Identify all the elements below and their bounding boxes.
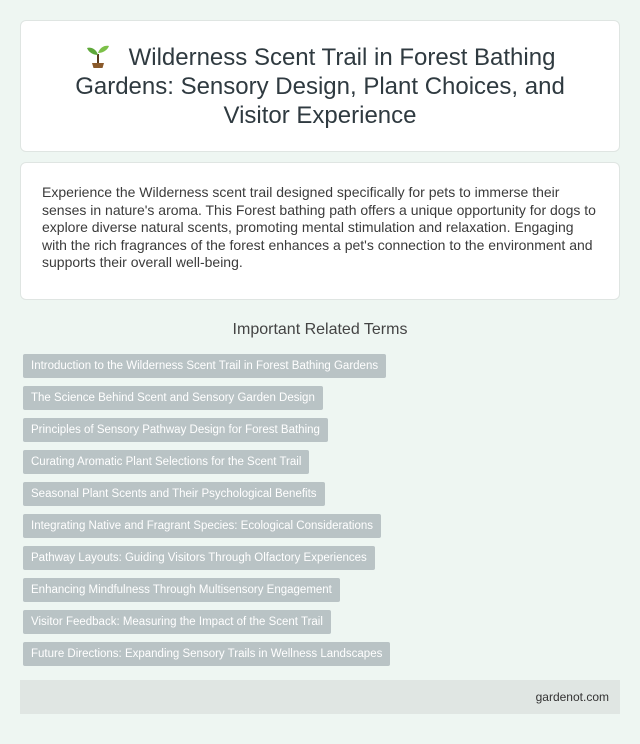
related-terms-heading: Important Related Terms [232, 321, 408, 338]
related-term-link[interactable]: Visitor Feedback: Measuring the Impact of the Scent Trail [23, 610, 331, 634]
related-term-link[interactable]: Enhancing Mindfulness Through Multisensory Engagement [23, 578, 340, 602]
footer-site-link[interactable]: gardenot.com [535, 690, 609, 704]
related-term-link[interactable]: Curating Aromatic Plant Selections for the Scent Trail [23, 450, 309, 474]
related-terms-list [23, 354, 617, 674]
page-title-text: Wilderness Scent Trail in Forest Bathing Gardens: Sensory Design, Plant Choices, and Visitor Experience [75, 44, 565, 129]
related-term-link[interactable]: Future Directions: Expanding Sensory Trails in Wellness Landscapes [23, 642, 390, 666]
description-text: Experience the Wilderness scent trail designed specifically for pets to immerse their senses in nature's aroma. This Forest bathing path offers a unique opportunity for dogs to explore diverse natural scents, promoting mental stimulation and relaxation. Engaging with the rich fragrances of the forest enhances a pet's connection to the environment and supports their overall well-being. [42, 184, 596, 271]
description-card [20, 162, 620, 300]
related-term-link[interactable]: The Science Behind Scent and Sensory Garden Design [23, 386, 323, 410]
sprout-icon [85, 42, 111, 68]
related-term-link[interactable]: Pathway Layouts: Guiding Visitors Through Olfactory Experiences [23, 546, 375, 570]
page-title [45, 42, 595, 130]
related-term-link[interactable]: Integrating Native and Fragrant Species: Ecological Considerations [23, 514, 381, 538]
footer [20, 680, 620, 714]
related-term-link[interactable]: Introduction to the Wilderness Scent Trail in Forest Bathing Gardens [23, 354, 386, 378]
related-term-link[interactable]: Principles of Sensory Pathway Design for Forest Bathing [23, 418, 328, 442]
related-term-link[interactable]: Seasonal Plant Scents and Their Psychological Benefits [23, 482, 325, 506]
title-card [20, 20, 620, 152]
